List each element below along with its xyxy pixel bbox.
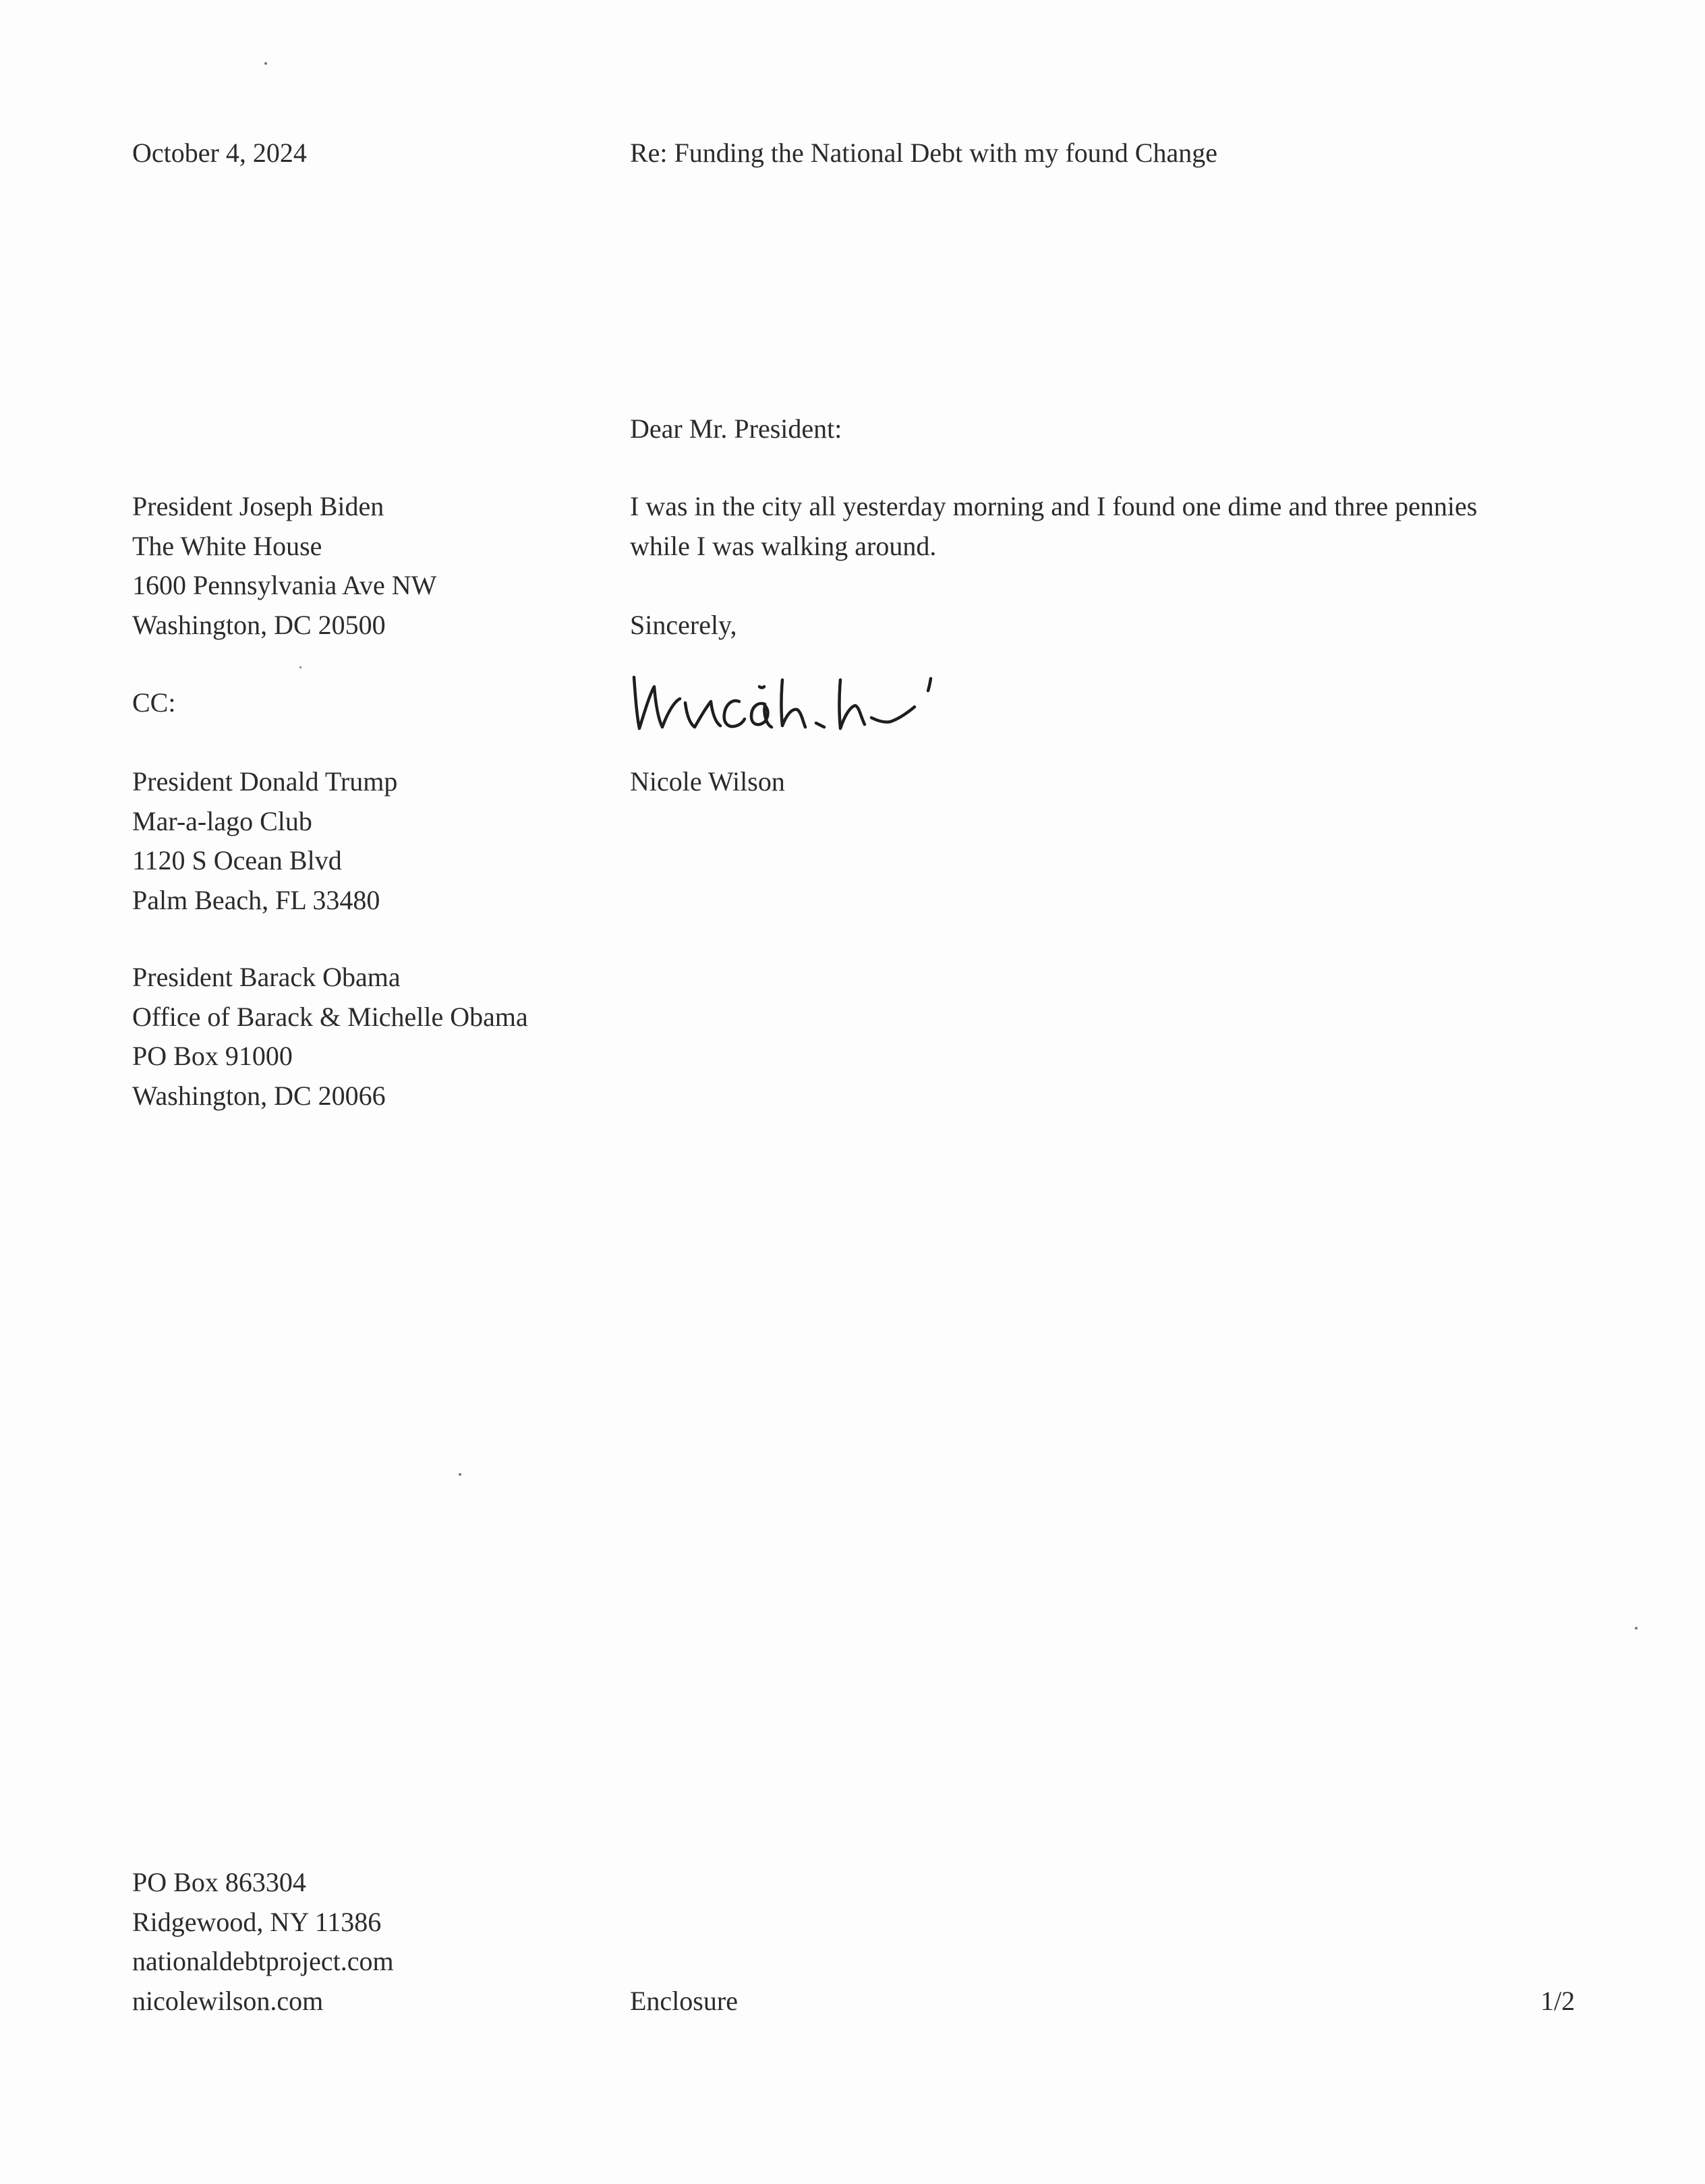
page-number: 1/2 bbox=[1540, 1986, 1576, 2016]
address-line: 1120 S Ocean Blvd bbox=[132, 845, 342, 875]
address-line: Mar-a-lago Club bbox=[132, 805, 312, 836]
address-line: Office of Barack & Michelle Obama bbox=[132, 1001, 528, 1032]
website-line: nicolewilson.com bbox=[132, 1985, 324, 2016]
address-line: PO Box 91000 bbox=[132, 1041, 293, 1071]
website-line: nationaldebtproject.com bbox=[132, 1946, 394, 1976]
closing: Sincerely, bbox=[630, 610, 737, 640]
signature bbox=[626, 662, 963, 737]
address-line: The White House bbox=[132, 530, 322, 561]
letter-body bbox=[630, 487, 1527, 566]
body-line: I was in the city all yesterday morning and I found one dime and three pennies bbox=[630, 491, 1478, 521]
sender-address bbox=[132, 1863, 394, 2021]
letter-date: October 4, 2024 bbox=[132, 138, 307, 168]
address-line: President Donald Trump bbox=[132, 766, 398, 797]
cc-address bbox=[132, 958, 528, 1116]
address-line: 1600 Pennsylvania Ave NW bbox=[132, 570, 437, 600]
address-line: President Joseph Biden bbox=[132, 491, 384, 521]
body-line: while I was walking around. bbox=[630, 530, 937, 561]
signer-name: Nicole Wilson bbox=[630, 766, 785, 797]
address-line: Palm Beach, FL 33480 bbox=[132, 884, 380, 915]
scan-speck bbox=[1635, 1627, 1638, 1630]
salutation: Dear Mr. President: bbox=[630, 413, 842, 444]
cc-label: CC: bbox=[132, 687, 176, 718]
scan-speck bbox=[264, 62, 267, 65]
address-line: Washington, DC 20066 bbox=[132, 1080, 386, 1111]
scan-speck bbox=[459, 1473, 461, 1476]
recipient-address bbox=[132, 487, 436, 645]
cc-address bbox=[132, 762, 397, 920]
address-line: Washington, DC 20500 bbox=[132, 609, 386, 640]
enclosure-note: Enclosure bbox=[630, 1986, 738, 2016]
letter-subject: Re: Funding the National Debt with my found Change bbox=[630, 138, 1217, 168]
address-line: Ridgewood, NY 11386 bbox=[132, 1906, 382, 1937]
address-line: President Barack Obama bbox=[132, 962, 401, 992]
scan-speck bbox=[299, 666, 301, 668]
address-line: PO Box 863304 bbox=[132, 1867, 306, 1897]
